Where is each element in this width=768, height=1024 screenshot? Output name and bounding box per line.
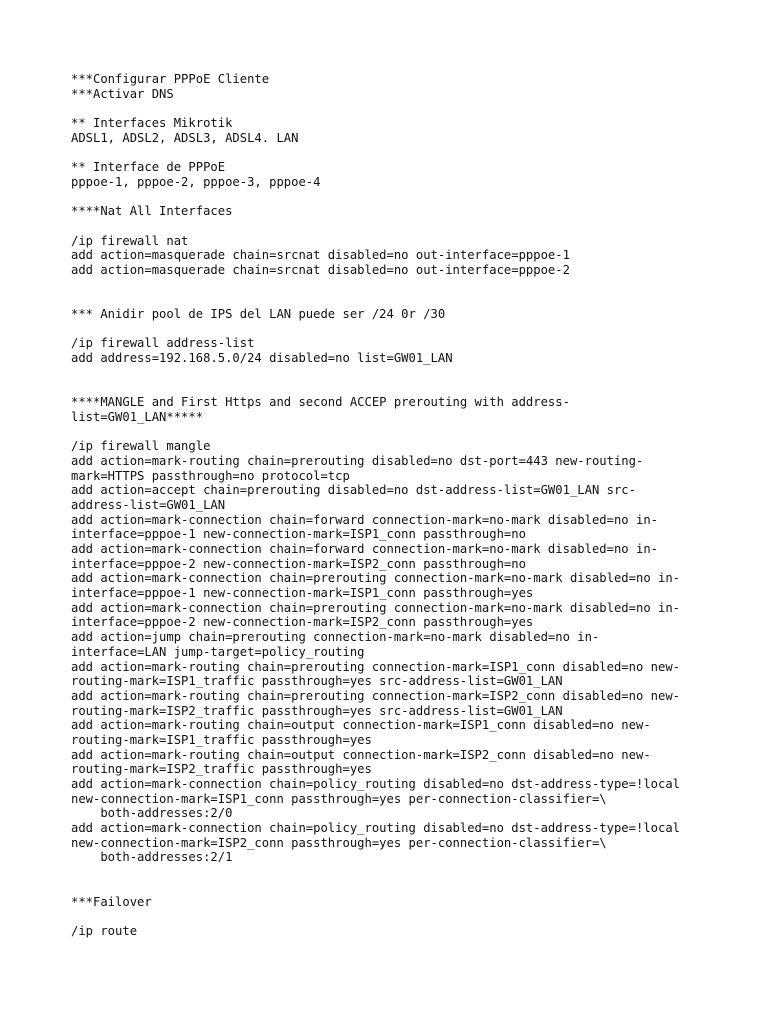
document-line: ***Configurar PPPoE Cliente (71, 72, 270, 86)
document-line: interface=pppoe-1 new-connection-mark=ISP1_conn passthrough=yes (71, 586, 534, 601)
document-line: ***Activar DNS (71, 86, 174, 101)
document-line: list=GW01_LAN***** (71, 409, 204, 424)
document-line: routing-mark=ISP1_traffic passthrough=yes (71, 732, 372, 747)
document-line: add action=mark-connection chain=prerouting connection-mark=no-mark disabled=no in- (71, 571, 681, 586)
document-line: interface=pppoe-1 new-connection-mark=ISP1_conn passthrough=no (71, 527, 526, 542)
document-line: add action=mark-routing chain=prerouting connection-mark=ISP2_conn disabled=no new- (71, 688, 681, 703)
blank-line (71, 865, 731, 880)
blank-line (71, 880, 731, 895)
blank-line (71, 190, 731, 205)
document-line: add action=masquerade chain=srcnat disabled=no out-interface=pppoe-2 (71, 262, 570, 277)
document-line: add action=mark-routing chain=output connection-mark=ISP2_conn disabled=no new- (71, 747, 651, 762)
document-line: both-addresses:2/0 (71, 806, 233, 821)
document-line: ****MANGLE and First Https and second ACCEP prerouting with address- (71, 395, 570, 410)
document-line: ** Interfaces Mikrotik (71, 116, 233, 131)
document-line: add action=mark-connection chain=prerouting connection-mark=no-mark disabled=no in- (71, 600, 681, 615)
document-line: mark=HTTPS passthrough=no protocol=tcp (71, 468, 350, 483)
document-body (71, 72, 731, 939)
document-line: routing-mark=ISP2_traffic passthrough=yes src-address-list=GW01_LAN (71, 703, 563, 718)
document-line: interface=pppoe-2 new-connection-mark=ISP2_conn passthrough=no (71, 556, 526, 571)
document-line: routing-mark=ISP1_traffic passthrough=yes src-address-list=GW01_LAN (71, 674, 563, 689)
document-line: /ip firewall nat (71, 233, 189, 248)
document-line: ADSL1, ADSL2, ADSL3, ADSL4. LAN (71, 130, 299, 145)
document-line: *** Anidir pool de IPS del LAN puede ser /24 0r /30 (71, 307, 446, 321)
document-line: add action=masquerade chain=srcnat disabled=no out-interface=pppoe-1 (71, 248, 570, 263)
blank-line (71, 278, 731, 293)
document-line: both-addresses:2/1 (71, 850, 233, 865)
document-line: /ip firewall mangle (71, 439, 211, 454)
document-line: add action=mark-routing chain=prerouting disabled=no dst-port=443 new-routing- (71, 453, 644, 468)
blank-line (71, 292, 731, 307)
document-line: add action=jump chain=prerouting connection-mark=no-mark disabled=no in- (71, 630, 600, 645)
blank-line (71, 366, 731, 381)
blank-line (71, 909, 731, 924)
document-line: routing-mark=ISP2_traffic passthrough=yes (71, 762, 372, 777)
document-line: ****Nat All Interfaces (71, 204, 233, 219)
blank-line (71, 145, 731, 160)
document-line: add action=mark-routing chain=prerouting connection-mark=ISP1_conn disabled=no new- (71, 659, 681, 674)
document-line: /ip firewall address-list (71, 336, 255, 351)
document-line: new-connection-mark=ISP1_conn passthrough=yes per-connection-classifier=\ (71, 791, 607, 806)
document-line: pppoe-1, pppoe-2, pppoe-3, pppoe-4 (71, 174, 321, 189)
document-line: interface=pppoe-2 new-connection-mark=ISP2_conn passthrough=yes (71, 615, 534, 630)
document-line: add action=mark-connection chain=policy_routing disabled=no dst-address-type=!local (71, 821, 681, 836)
blank-line (71, 101, 731, 116)
document-line: new-connection-mark=ISP2_conn passthrough=yes per-connection-classifier=\ (71, 835, 607, 850)
blank-line (71, 219, 731, 234)
document-line: ***Failover (71, 894, 152, 909)
document-line: /ip route (71, 923, 138, 938)
document-line: add address=192.168.5.0/24 disabled=no list=GW01_LAN (71, 351, 453, 366)
document-line: interface=LAN jump-target=policy_routing (71, 644, 365, 659)
document-line: add action=mark-routing chain=output connection-mark=ISP1_conn disabled=no new- (71, 718, 651, 733)
blank-line (71, 380, 731, 395)
blank-line (71, 322, 731, 337)
blank-line (71, 425, 731, 440)
document-line: add action=mark-connection chain=forward connection-mark=no-mark disabled=no in- (71, 542, 658, 556)
document-line: add action=mark-connection chain=policy_routing disabled=no dst-address-type=!local (71, 777, 681, 791)
document-line: add action=accept chain=prerouting disabled=no dst-address-list=GW01_LAN src- (71, 483, 636, 498)
document-line: add action=mark-connection chain=forward connection-mark=no-mark disabled=no in- (71, 512, 658, 527)
document-line: ** Interface de PPPoE (71, 160, 226, 175)
document-line: address-list=GW01_LAN (71, 497, 226, 512)
